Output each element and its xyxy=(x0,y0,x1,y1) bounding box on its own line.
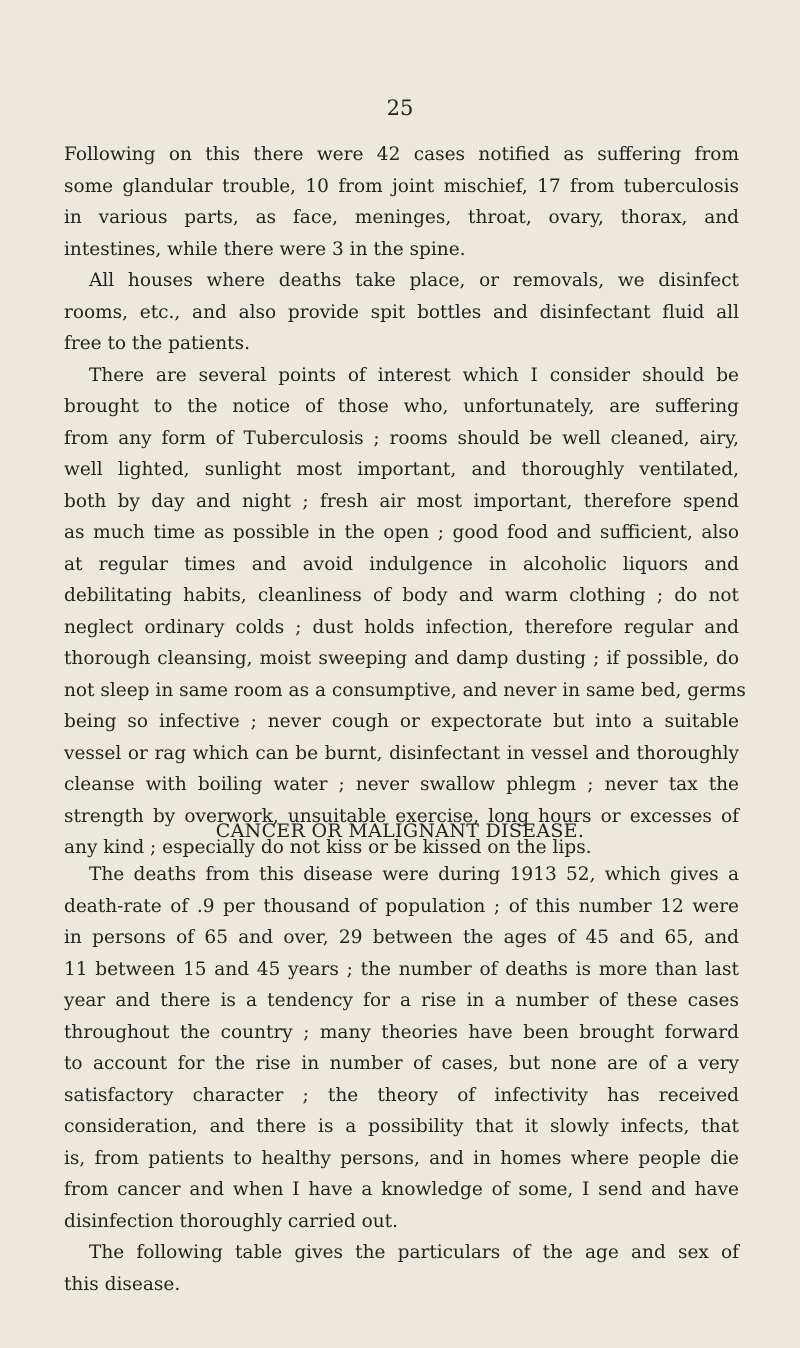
paragraph-line: at regular times and avoid indulgence in alcoholic liquors and xyxy=(64,553,739,575)
tuberculosis-text-block xyxy=(64,139,746,864)
paragraph-line: brought to the notice of those who, unfortunately, are suffering xyxy=(64,396,739,417)
paragraph-line: year and there is a tendency for a rise in a number of these cases xyxy=(64,990,739,1011)
paragraph-line: from any form of Tuberculosis ; rooms should be well cleaned, airy, xyxy=(64,427,739,449)
paragraph-line: from cancer and when I have a knowledge of some, I send and have xyxy=(64,1179,739,1200)
paragraph-line: thorough cleansing, moist sweeping and damp dusting ; if possible, do xyxy=(64,648,739,669)
paragraph-line: cleanse with boiling water ; never swallow phlegm ; never tax the xyxy=(64,774,739,795)
paragraph-line: satisfactory character ; the theory of infectivity has received xyxy=(64,1084,739,1106)
paragraph-line: neglect ordinary colds ; dust holds infection, therefore regular and xyxy=(64,616,739,638)
paragraph-line: both by day and night ; fresh air most important, therefore spend xyxy=(64,490,739,512)
paragraph-line: disinfection thoroughly carried out. xyxy=(64,1210,398,1232)
paragraph-line: death-rate of .9 per thousand of population ; of this number 12 were xyxy=(64,895,739,917)
paragraph-line: throughout the country ; many theories have been brought forward xyxy=(64,1021,739,1043)
page-number: 25 xyxy=(386,96,414,120)
paragraph-line: consideration, and there is a possibility that it slowly infects, that xyxy=(64,1116,739,1137)
paragraph-line: any kind ; especially do not kiss or be kissed on the lips. xyxy=(64,837,592,858)
paragraph-line: well lighted, sunlight most important, and thoroughly ventilated, xyxy=(64,459,739,480)
section-heading: CANCER OR MALIGNANT DISEASE. xyxy=(215,820,585,842)
paragraph-line: is, from patients to healthy persons, and in homes where people die xyxy=(64,1147,739,1169)
paragraph-line: not sleep in same room as a consumptive, and never in same bed, germs xyxy=(64,679,746,701)
paragraph-line: some glandular trouble, 10 from joint mischief, 17 from tuberculosis xyxy=(64,175,739,197)
paragraph-line: free to the patients. xyxy=(64,333,250,354)
paragraph-line: in persons of 65 and over, 29 between the ages of 45 and 65, and xyxy=(64,927,739,948)
paragraph-line: strength by overwork, unsuitable exercise, long hours or excesses of xyxy=(64,805,739,827)
paragraph-line: All houses where deaths take place, or removals, we disinfect xyxy=(89,270,739,291)
paragraph-line: The deaths from this disease were during 1913 52, which gives a xyxy=(89,864,739,885)
paragraph-line: 11 between 15 and 45 years ; the number of deaths is more than last xyxy=(64,958,739,980)
paragraph-line: Following on this there were 42 cases notified as suffering from xyxy=(64,144,739,165)
paragraph-line: being so infective ; never cough or expectorate but into a suitable xyxy=(64,711,739,732)
cancer-text-block xyxy=(64,859,739,1300)
paragraph-line: rooms, etc., and also provide spit bottles and disinfectant fluid all xyxy=(64,301,739,323)
paragraph-line: in various parts, as face, meninges, throat, ovary, thorax, and xyxy=(64,207,739,228)
paragraph-line: There are several points of interest which I consider should be xyxy=(89,364,739,386)
paragraph-line: to account for the rise in number of cases, but none are of a very xyxy=(64,1053,739,1074)
paragraph-line: vessel or rag which can be burnt, disinfectant in vessel and thoroughly xyxy=(64,742,739,764)
paragraph-line: The following table gives the particulars of the age and sex of xyxy=(89,1242,739,1263)
paragraph-line: as much time as possible in the open ; good food and sufficient, also xyxy=(64,522,739,543)
paragraph-line: intestines, while there were 3 in the spine. xyxy=(64,238,466,260)
paragraph-line: this disease. xyxy=(64,1273,181,1295)
paragraph-line: debilitating habits, cleanliness of body and warm clothing ; do not xyxy=(64,585,739,606)
